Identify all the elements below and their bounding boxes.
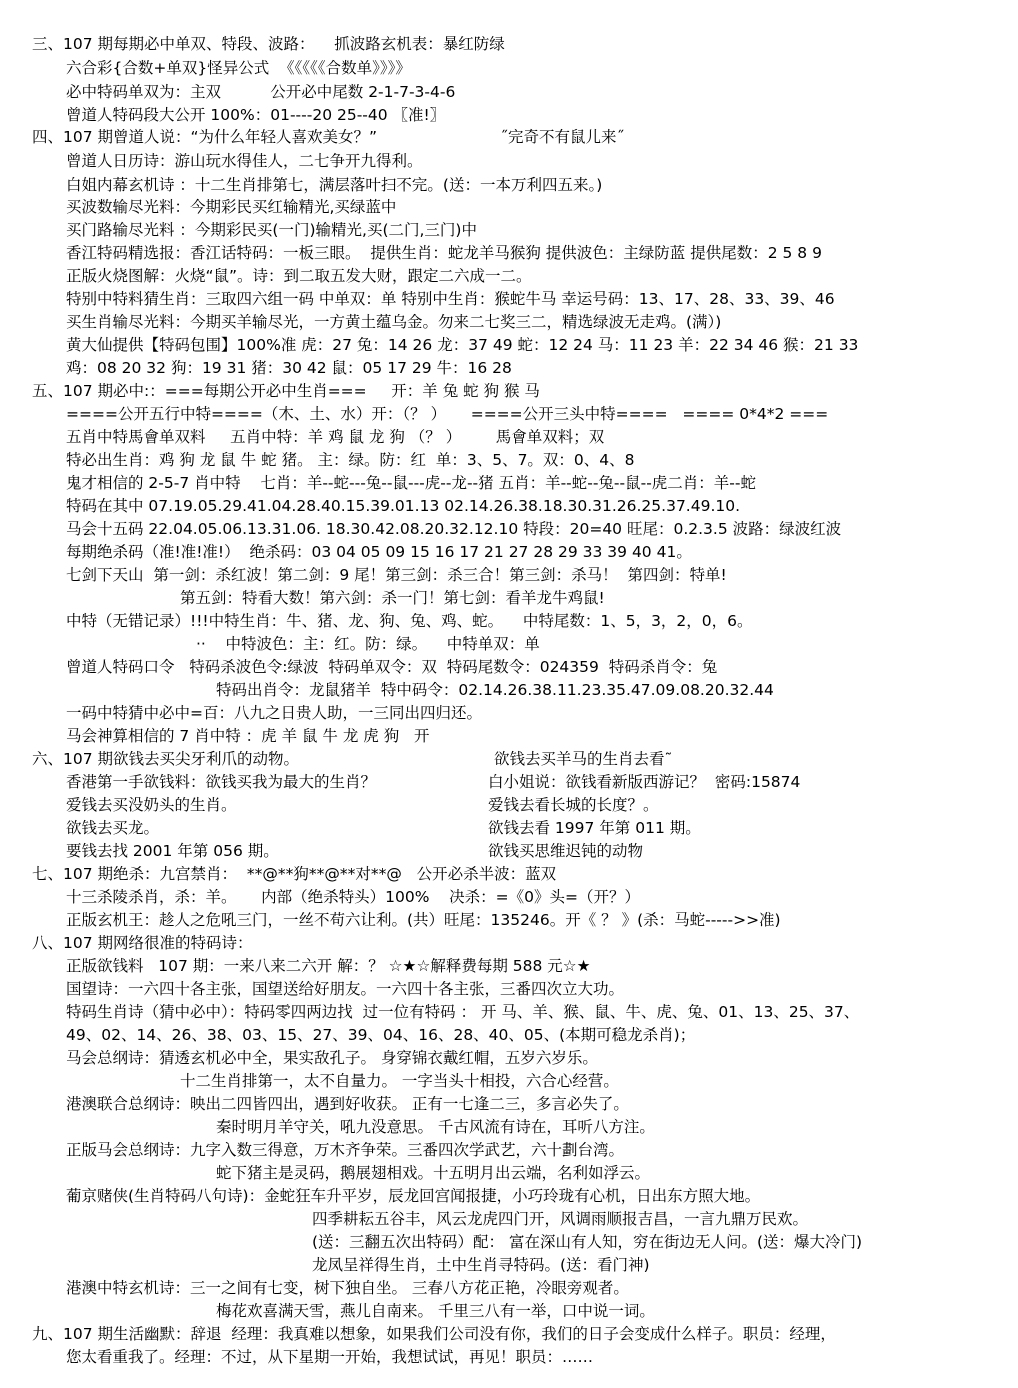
text-line: 马会十五码 22.04.05.06.13.31.06. 18.30.42.08.20.32.12.10 特段：20=40 旺尾：0.2.3.5 波路：绿波红波	[66, 520, 842, 538]
text-line: 正版欲钱料 107 期：一来八来二六开 解：？ ☆★☆解释费每期 588 元☆★	[66, 957, 591, 975]
text-line: 白小姐说：欲钱看新版西游记？ 密码:15874	[488, 773, 801, 791]
text-line: 爱钱去买没奶头的生肖。	[66, 796, 237, 814]
text-line: 第五剑：特看大数！第六剑：杀一门！第七剑：看羊龙牛鸡鼠!	[180, 589, 605, 607]
text-line: 欲钱去看 1997 年第 011 期。	[488, 819, 701, 837]
text-line: 欲钱买思维迟钝的动物	[488, 842, 644, 860]
section-8-title: 八、107 期网络很准的特码诗：	[32, 934, 253, 952]
text-line: 中特（无错记录）!!!中特生肖：牛、猪、龙、狗、兔、鸡、蛇。 中特尾数：1、5，3，2，0，6。	[66, 612, 753, 630]
section-9-title: 九、107 期生活幽默：辞退 经理：我真难以想象，如果我们公司没有你，我们的日子会变成什么样子。职员：经理，	[32, 1325, 836, 1343]
text-line: 港澳联合总纲诗：映出二四皆四出，遇到好收获。 正有一七逢二三，多言必失了。	[66, 1095, 629, 1113]
text-line: 要钱去找 2001 年第 056 期。	[66, 842, 279, 860]
text-line: 正版马会总纲诗：九字入数三得意，万木齐争荣。三番四次学武艺，六十劃台湾。	[66, 1141, 625, 1159]
text-line: 六合彩{合数+单双}怪异公式 《《《《《合数单》》》》	[66, 59, 411, 77]
text-line: 每期绝杀码（准!准!准!） 绝杀码：03 04 05 09 15 16 17 21 27 28 29 33 39 40 41。	[66, 543, 692, 561]
section-3-title: 三、107 期每期必中单双、特段、波路： 抓波路玄机表：暴红防绿	[32, 35, 505, 53]
text-line: 白姐内幕玄机诗 ：十二生肖排第七，满层落叶扫不完。(送：一本万利四五来。)	[66, 176, 603, 194]
text-line: 欲钱去买羊马的生肖去看˜	[494, 750, 673, 768]
section-7-title: 七、107 期绝杀：九宫禁肖： **@**狗**@**对**@ 公开必杀半波：蓝双	[32, 865, 557, 883]
text-line: 欲钱去买龙。	[66, 819, 160, 837]
text-line: 黄大仙提供【特码包围】100%准 虎：27 兔：14 26 龙：37 49 蛇：12 24 马：11 23 羊：22 34 46 猴：21 33	[66, 336, 859, 354]
text-line: 葡京赌侠(生肖特码八句诗)：金蛇狂车升平岁，辰龙回宫闻报捷，小巧玲珑有心机，日出东方照大地。	[66, 1187, 761, 1205]
text-line: 四季耕耘五谷丰，风云龙虎四门开，风调雨顺报吉昌，一言九鼎万民欢。	[312, 1210, 809, 1228]
text-line: 买生肖输尽光料：今期买羊输尽光，一方黄土蕴乌金。勿来二七奖三二，精选绿波无走鸡。(满）)	[66, 313, 722, 331]
text-line: 49、02、14、26、38、03、15、27、39、04、16、28、40、05、(本期可稳龙杀肖)；	[66, 1026, 696, 1044]
text-line: 曾道人特码段大公开 100%：01----20 25--40 〖准!〗	[66, 106, 446, 124]
text-line: 正版玄机王：趁人之危吼三门，一丝不苟六让利。(共）旺尾：135246。开《 ？ 》(杀：马蛇----->>准)	[66, 911, 781, 929]
text-line: 买波数输尽光料：今期彩民买红输精光,买绿蓝中	[66, 198, 397, 216]
text-line: 特码出肖令：龙鼠猪羊 特中码令：02.14.26.38.11.23.35.47.09.08.20.32.44	[216, 681, 774, 699]
text-line: 马会神算相信的 7 肖中特 ：虎 羊 鼠 牛 龙 虎 狗 开	[66, 727, 430, 745]
text-line: 港澳中特玄机诗：三一之间有七变，树下独自坐。 三春八方花正艳，冷眼旁观者。	[66, 1279, 629, 1297]
section-4-title: 四、107 期曾道人说：“为什么年轻人喜欢美女？” ˝完奇不有鼠儿来˝	[32, 128, 625, 146]
text-line: 曾道人特码口令 特码杀波色令:绿波 特码单双令：双 特码尾数令：024359 特码杀肖令：兔	[66, 658, 718, 676]
text-line: ====公开五行中特====（木、土、水）开：（？ ） ====公开三头中特==== ==== 0*4*2 ===	[66, 405, 829, 423]
text-line: 七剑下天山 第一剑：杀红波！第二剑：9 尾！第三剑：杀三合！第三剑：杀马！ 第四剑：特单!	[66, 566, 727, 584]
text-line: 您太看重我了。经理：不过，从下星期一开始，我想试试，再见！职员：……	[66, 1348, 594, 1366]
text-line: 曾道人日历诗：游山玩水得佳人，二七争开九得利。	[66, 152, 423, 170]
text-line: 秦时明月羊守关，吼九没意思。 千古风流有诗在，耳听八方注。	[216, 1118, 655, 1136]
text-line: 鸡：08 20 32 狗：19 31 猪：30 42 鼠：05 17 29 牛：16 28	[66, 359, 512, 377]
text-line: 正版火烧图解：火烧“鼠”。诗：到二取五发大财，跟定二六成一二。	[66, 267, 532, 285]
text-line: 梅花欢喜满天雪，燕儿自南来。 千里三八有一举，口中说一词。	[216, 1302, 655, 1320]
text-line: 特码在其中 07.19.05.29.41.04.28.40.15.39.01.13 02.14.26.38.18.30.31.26.25.37.49.10.	[66, 497, 741, 515]
text-line: 十三杀陵杀肖，杀：羊。 内部（绝杀特头）100% 决杀：=《0》头=（开？）	[66, 888, 640, 906]
text-line: 香江特码精选报：香江话特码：一板三眼。 提供生肖：蛇龙羊马猴狗 提供波色：主绿防蓝 提供尾数：2 5 8 9	[66, 244, 822, 262]
section-6-title: 六、107 期欲钱去买尖牙利爪的动物。	[32, 750, 300, 768]
text-line: 买门路输尽光料 ：今期彩民买(一门)输精光,买(二门,三门)中	[66, 221, 477, 239]
text-line: ·· 中特波色：主：红。防：绿。 中特单双：单	[196, 635, 540, 653]
section-5-title: 五、107 期必中:：===每期公开必中生肖=== 开：羊 兔 蛇 狗 猴 马	[32, 382, 540, 400]
text-line: (送：三翻五次出特码）配： 富在深山有人知，穷在街边无人问。(送：爆大冷门)	[312, 1233, 863, 1251]
text-line: 蛇下猪主是灵码，鹅展翅相戏。十五明月出云端，名利如浮云。	[216, 1164, 651, 1182]
text-line: 一码中特猜中必中=百：八九之日贵人助，一三同出四归还。	[66, 704, 482, 722]
text-line: 龙凤呈祥得生肖，土中生肖寻特码。(送：看门神)	[312, 1256, 650, 1274]
text-line: 特别中特料猜生肖：三取四六组一码 中单双：单 特别中生肖：猴蛇牛马 幸运号码：13、17、28、33、39、46	[66, 290, 835, 308]
text-line: 必中特码单双为：主双 公开必中尾数 2-1-7-3-4-6	[66, 83, 456, 101]
text-line: 特必出生肖：鸡 狗 龙 鼠 牛 蛇 猪。 主：绿。防：红 单：3、5、7。双：0、4、8	[66, 451, 635, 469]
text-line: 爱钱去看长城的长度？。	[488, 796, 659, 814]
text-line: 香港第一手欲钱料：欲钱买我为最大的生肖？	[66, 773, 377, 791]
text-line: 鬼才相信的 2-5-7 肖中特 七肖：羊--蛇---兔--鼠---虎--龙--猪 五肖：羊--蛇--兔--鼠--虎二肖：羊--蛇	[66, 474, 756, 492]
text-line: 国望诗：一六四十各主张，国望送给好朋友。一六四十各主张，三番四次立大功。	[66, 980, 625, 998]
text-line: 马会总纲诗：猜透玄机必中全，果实敌孔子。 身穿锦衣戴红帽，五岁六岁乐。	[66, 1049, 598, 1067]
text-line: 特码生肖诗（猜中必中）：特码零四两边找 过一位有特码 ： 开 马、羊、猴、鼠、牛、虎、兔、01、13、25、37、	[66, 1003, 860, 1021]
text-line: 十二生肖排第一，太不自量力。 一字当头十相投，六合心经营。	[180, 1072, 619, 1090]
text-line: 五肖中特馬會单双料 五肖中特：羊 鸡 鼠 龙 狗 （？ ） 馬會单双料；双	[66, 428, 605, 446]
